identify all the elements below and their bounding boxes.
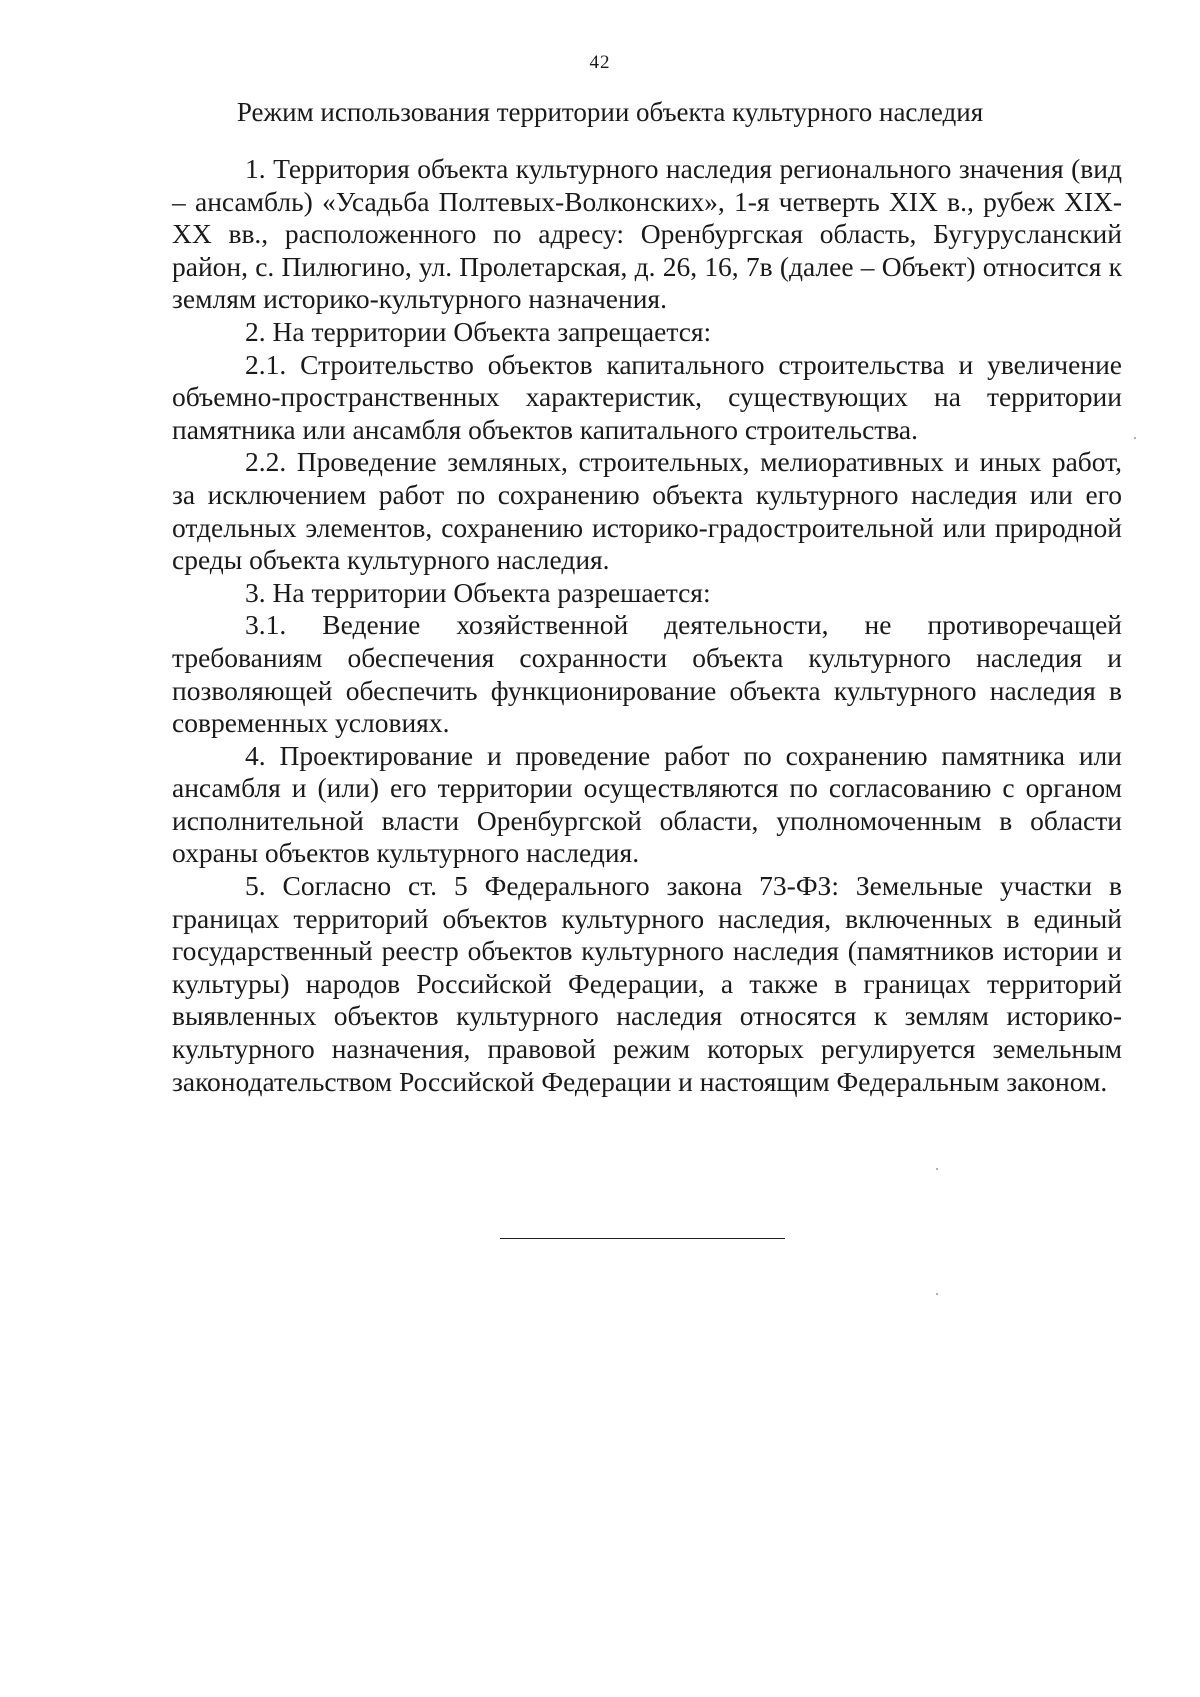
paragraph-1: 1. Территория объекта культурного наследия регионального значения (вид – ансамбль) «Усадьба Полтевых-Волконских», 1-я четверть XIX в., рубеж XIX-XX вв., расположенного по адресу: Оренбургская область, Бугурусланский район, с. Пилюгино, ул. Пролетарская, д. 26, 16, 7в (далее – Объект) относится к землям историко-культурного назначения. [172, 153, 1122, 315]
document-title: Режим использования территории объекта культурного наследия [236, 97, 984, 127]
paragraph-2: 2. На территории Объекта запрещается: [245, 315, 712, 347]
paragraph-3: 3. На территории Объекта разрешается: [245, 576, 711, 608]
end-of-text-rule [500, 1238, 785, 1239]
paragraph-2-2: 2.2. Проведение земляных, строительных, мелиоративных и иных работ, за исключением работ по сохранению объекта культурного наследия или его отдельных элементов, сохранению историко-градостроительной или природной среды объекта культурного наследия. [172, 446, 1122, 576]
document-body [172, 153, 1122, 1098]
paragraph-5: 5. Согласно ст. 5 Федерального закона 73-ФЗ: Земельные участки в границах территорий объектов культурного наследия, включенных в единый государственный реестр объектов культурного наследия (памятников истории и культуры) народов Российской Федерации, а также в границах территорий выявленных объектов культурного наследия относятся к землям историко-культурного назначения, правовой режим которых регулируется земельным законодательством Российской Федерации и настоящим Федеральным законом. [172, 870, 1122, 1097]
scan-speck [936, 1293, 938, 1295]
scan-speck [1134, 437, 1136, 439]
page-number: 42 [589, 52, 611, 73]
paragraph-2-1: 2.1. Строительство объектов капитального строительства и увеличение объемно-пространственных характеристик, существующих на территории памятника или ансамбля объектов капитального строительства. [172, 348, 1122, 445]
paragraph-3-1: 3.1. Ведение хозяйственной деятельности, не противоречащей требованиям обеспечения сохранности объекта культурного наследия и позволяющей обеспечить функционирование объекта культурного наследия в современных условиях. [172, 609, 1122, 739]
scan-speck [936, 1168, 938, 1170]
paragraph-4: 4. Проектирование и проведение работ по сохранению памятника или ансамбля и (или) его территории осуществляются по согласованию с органом исполнительной власти Оренбургской области, уполномоченным в области охраны объектов культурного наследия. [172, 739, 1122, 869]
